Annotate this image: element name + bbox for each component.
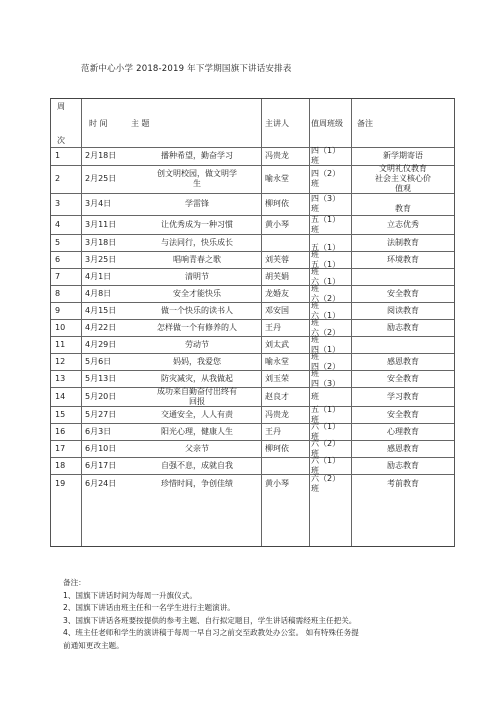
row-theme: 让优秀成为一种习惯: [161, 219, 233, 229]
row-number: 2: [55, 174, 61, 183]
row-number: 7: [55, 271, 61, 281]
row-remark: 值观: [395, 184, 411, 193]
note-line: 前通知更改主题。: [63, 640, 124, 650]
row-remark: 考前教育: [387, 479, 419, 488]
schedule-table: [50, 98, 455, 547]
row-theme: 自强不息，成就自我: [161, 460, 233, 470]
row-duty-class: 六（2）: [311, 327, 341, 337]
row-speaker: 黄小琴: [265, 479, 289, 488]
row-duty-class: 四（1）: [311, 146, 341, 155]
row-theme: 妈妈，我爱您: [173, 356, 221, 366]
row-speaker: 胡芙娟: [265, 271, 289, 281]
row-theme: 做一个快乐的读书人: [161, 305, 233, 315]
row-number: 12: [55, 356, 66, 366]
row-duty-class: 班: [311, 179, 319, 188]
row-number: 13: [55, 373, 66, 383]
row-duty-class: 四（1）: [311, 344, 341, 354]
table-row-divider: [51, 423, 454, 424]
row-duty-class: 六（2）: [311, 438, 341, 448]
row-remark: 环境教育: [387, 254, 419, 264]
table-column-divider: [351, 99, 352, 546]
header-time: 时 间: [89, 119, 108, 128]
row-remark: 新学期寄语: [383, 151, 423, 160]
header-week-top: 周: [57, 102, 65, 111]
row-remark: 法制教育: [387, 237, 419, 247]
row-theme: 清明节: [185, 271, 209, 281]
row-date: 3月18日: [85, 237, 117, 247]
note-line: 2、国旗下讲话由班主任和一名学生进行主题演讲。: [63, 603, 235, 612]
row-theme: 学雷锋: [185, 199, 209, 208]
row-theme: 父亲节: [185, 443, 209, 453]
row-remark: 心理教育: [387, 426, 419, 436]
row-number: 11: [55, 339, 66, 349]
row-remark: 立志优秀: [387, 219, 419, 229]
row-date: 3月4日: [85, 199, 112, 208]
row-speaker: 刘太武: [265, 339, 289, 349]
header-speaker: 主讲人: [265, 119, 289, 128]
row-speaker: 喻永堂: [265, 174, 289, 183]
table-row-divider: [51, 474, 454, 475]
note-line: 1、国旗下讲话时间为每周一升旗仪式。: [63, 590, 197, 600]
table-row-divider: [51, 370, 454, 371]
row-date: 4月1日: [85, 271, 112, 281]
row-duty-class: 六（1）: [311, 421, 341, 431]
notes-section: [63, 577, 359, 652]
row-duty-class: 五（1）: [311, 404, 341, 414]
table-row-divider: [51, 336, 454, 337]
row-speaker: 王丹: [265, 426, 281, 436]
row-duty-class: 班: [311, 351, 319, 361]
header-week-bottom: 次: [57, 136, 65, 145]
row-duty-class: 班: [311, 224, 319, 234]
row-remark: 安全教育: [387, 288, 419, 298]
row-number: 3: [55, 199, 61, 208]
page-title: 范新中心小学 2018-2019 年下学期国旗下讲话安排表: [81, 64, 292, 74]
row-duty-class: 六（1）: [311, 310, 341, 320]
row-remark: 教育: [395, 204, 411, 213]
table-row-divider: [51, 215, 454, 216]
row-duty-class: 四（3）: [311, 378, 341, 388]
row-speaker: 冯贵龙: [265, 151, 289, 160]
table-column-divider: [81, 99, 82, 546]
row-date: 4月8日: [85, 288, 112, 298]
row-theme: 成功来自勤奋付出终有: [157, 386, 237, 396]
row-remark: 文明礼仪教育: [379, 164, 427, 173]
row-date: 6月24日: [85, 479, 117, 488]
table-row-divider: [51, 302, 454, 303]
table-row-divider: [51, 147, 454, 148]
table-row-divider: [51, 268, 454, 269]
row-speaker: 柳珂依: [265, 199, 289, 208]
row-duty-class: 班: [311, 465, 319, 475]
table-row-divider: [51, 387, 454, 388]
row-remark: 安全教育: [387, 373, 419, 383]
row-duty-class: 班: [311, 156, 319, 165]
row-date: 5月13日: [85, 373, 117, 383]
row-duty-class: 班: [311, 484, 319, 493]
row-duty-class: 五（1）: [311, 242, 341, 252]
row-remark: 励志教育: [387, 460, 419, 470]
row-theme: 怎样做一个有修养的人: [157, 322, 237, 332]
row-speaker: 邓安国: [265, 305, 289, 315]
row-remark: 社会主义核心价: [375, 174, 431, 183]
row-number: 15: [55, 409, 66, 419]
row-number: 8: [55, 288, 61, 298]
row-date: 6月10日: [85, 443, 117, 453]
row-duty-class: 四（2）: [311, 169, 341, 178]
row-date: 3月25日: [85, 254, 117, 264]
row-duty-class: 班: [311, 431, 319, 441]
row-duty-class: 班: [311, 448, 319, 458]
row-duty-class: 五（1）: [311, 214, 341, 224]
table-column-divider: [261, 99, 262, 546]
row-number: 9: [55, 305, 61, 315]
row-speaker: 龙婚友: [265, 288, 289, 298]
row-remark: 阅读教育: [387, 305, 419, 315]
row-duty-class: 班: [311, 317, 319, 327]
row-duty-class: 班: [311, 283, 319, 293]
row-speaker: 赵良才: [265, 391, 289, 401]
row-date: 6月17日: [85, 460, 117, 470]
row-duty-class: 班: [311, 266, 319, 276]
row-date: 4月15日: [85, 305, 117, 315]
table-row-divider: [51, 285, 454, 286]
row-number: 17: [55, 443, 66, 453]
row-number: 16: [55, 426, 66, 436]
row-theme: 劳动节: [185, 339, 209, 349]
row-theme: 交通安全，人人有责: [161, 409, 233, 419]
row-theme: 防灾减灾，从我做起: [161, 373, 233, 383]
row-duty-class: 五（1）: [311, 259, 341, 269]
table-row-divider: [51, 319, 454, 320]
row-speaker: 刘玉荣: [265, 373, 289, 383]
header-remark: 备注: [357, 119, 373, 128]
row-remark: 学习教育: [387, 391, 419, 401]
row-theme: 阳光心理，健康人生: [161, 426, 233, 436]
row-number: 14: [55, 391, 66, 401]
row-number: 19: [55, 479, 66, 488]
notes-heading: 备注：: [63, 578, 86, 587]
row-duty-class: 四（2）: [311, 361, 341, 371]
row-theme: 回报: [189, 396, 205, 406]
row-speaker: 柳珂依: [265, 443, 289, 453]
row-theme: 珍惜时间，争创佳绩: [161, 479, 233, 488]
note-line: 3、国旗下讲话各班要按提供的参考主题、自行拟定题目，学生讲话稿需经班主任把关。: [63, 615, 357, 625]
row-date: 6月3日: [85, 426, 112, 436]
row-date: 5月6日: [85, 356, 112, 366]
table-column-divider: [309, 99, 310, 546]
row-theme: 安全才能快乐: [173, 288, 221, 298]
table-row-divider: [51, 234, 454, 235]
row-speaker: 喻永堂: [265, 356, 289, 366]
row-duty-class: 班: [311, 368, 319, 378]
note-line: 4、班主任老师和学生的演讲稿于每周一早自习之前交至政教处办公室。 如有特殊任务提: [63, 628, 359, 637]
row-number: 6: [55, 254, 61, 264]
row-duty-class: 班: [311, 414, 319, 424]
row-theme: 与法同行，快乐成长: [161, 237, 233, 247]
row-remark: 安全教育: [387, 409, 419, 419]
row-duty-class: 班: [311, 204, 319, 213]
row-duty-class: 班: [311, 391, 319, 401]
header-duty-class: 值周班级: [311, 119, 343, 128]
row-number: 5: [55, 237, 61, 247]
row-theme: 创文明校园，做文明学: [157, 169, 237, 178]
header-theme: 主 题: [131, 119, 150, 128]
row-duty-class: 六（1）: [311, 455, 341, 465]
table-row-divider: [51, 353, 454, 354]
row-duty-class: 班: [311, 334, 319, 344]
row-date: 3月11日: [85, 219, 117, 229]
row-date: 4月29日: [85, 339, 117, 349]
row-date: 5月20日: [85, 391, 117, 401]
table-row-divider: [51, 406, 454, 407]
row-theme: 播种希望，勤奋学习: [161, 151, 233, 160]
row-duty-class: 四（3）: [311, 194, 341, 203]
table-row-divider: [51, 251, 454, 252]
row-number: 18: [55, 460, 66, 470]
table-row-divider: [51, 193, 454, 194]
table-row-divider: [51, 457, 454, 458]
row-theme: 唱响青春之歌: [173, 254, 221, 264]
row-theme: 生: [193, 179, 201, 188]
row-remark: 感恩教育: [387, 443, 419, 453]
row-duty-class: 六（2）: [311, 293, 341, 303]
row-date: 2月25日: [85, 174, 117, 183]
row-speaker: 冯贵龙: [265, 409, 289, 419]
row-speaker: 刘芙蓉: [265, 254, 289, 264]
row-duty-class: 班: [311, 300, 319, 310]
row-remark: 感恩教育: [387, 356, 419, 366]
row-number: 4: [55, 219, 61, 229]
row-duty-class: 六（1）: [311, 276, 341, 286]
row-speaker: 黄小琴: [265, 219, 289, 229]
row-speaker: 王丹: [265, 322, 281, 332]
row-remark: 励志教育: [387, 322, 419, 332]
row-duty-class: 六（2）: [311, 474, 341, 483]
row-number: 1: [55, 151, 61, 160]
row-number: 10: [55, 322, 66, 332]
row-date: 4月22日: [85, 322, 117, 332]
row-date: 2月18日: [85, 151, 117, 160]
row-duty-class: 班: [311, 249, 319, 259]
row-date: 5月27日: [85, 409, 117, 419]
table-row-divider: [51, 440, 454, 441]
